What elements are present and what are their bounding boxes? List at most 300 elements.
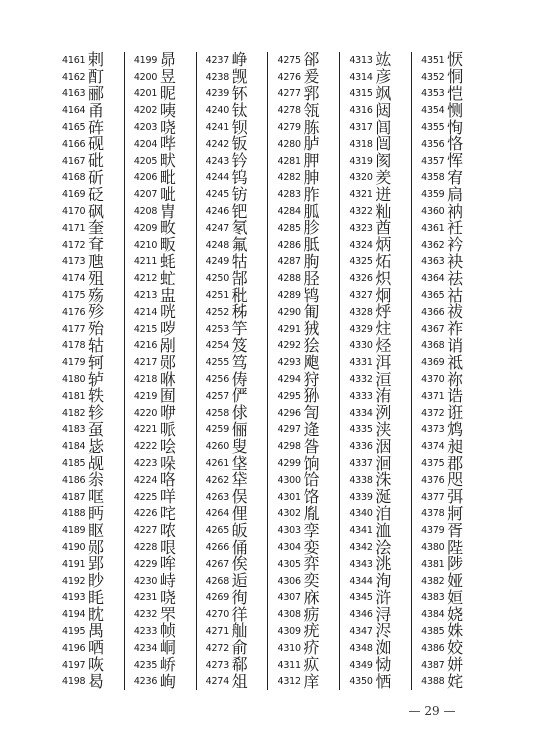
entry-character: 哓 [159, 587, 177, 607]
entry-character: 虺 [88, 251, 106, 271]
entry-number: 4220 [133, 407, 158, 419]
entry-character: 哂 [88, 638, 106, 658]
entry-number: 4174 [62, 273, 86, 285]
table-row [412, 186, 483, 203]
entry-number: 4225 [133, 491, 158, 503]
entry-number: 4352 [421, 71, 445, 83]
entry-character: 扃 [447, 184, 465, 204]
entry-number: 4276 [277, 71, 301, 83]
entry-number: 4327 [349, 290, 373, 302]
entry-number: 4339 [349, 491, 373, 503]
entry-number: 4163 [62, 88, 86, 100]
entry-character: 朐 [303, 251, 321, 271]
entry-character: 尜 [88, 470, 106, 490]
entry-character: 胄 [159, 201, 177, 221]
entry-character: 畋 [159, 218, 177, 238]
entry-number: 4247 [205, 222, 230, 234]
entry-character: 诳 [447, 403, 465, 423]
entry-character: 钫 [231, 184, 249, 204]
entry-number: 4343 [349, 558, 373, 570]
entry-character: 匍 [303, 302, 321, 322]
table-row [197, 102, 268, 119]
entry-number: 4383 [421, 592, 445, 604]
entry-character: 烀 [375, 302, 393, 322]
table-row [340, 335, 411, 355]
entry-character: 竑 [375, 50, 393, 70]
entry-number: 4333 [349, 390, 373, 402]
entry-number: 4168 [62, 172, 86, 184]
table-row [53, 186, 124, 203]
entry-number: 4340 [349, 508, 373, 520]
entry-character: 剐 [159, 335, 177, 355]
entry-character: 郜 [231, 268, 249, 288]
entry-number: 4301 [277, 491, 301, 503]
entry-number: 4192 [62, 575, 86, 587]
entry-number: 4300 [277, 474, 301, 486]
entry-character: 轱 [88, 335, 106, 355]
entry-number: 4234 [133, 642, 158, 654]
entry-character: 哕 [159, 319, 177, 339]
table-row [340, 587, 411, 607]
entry-number: 4315 [349, 88, 373, 100]
entry-number: 4176 [62, 306, 86, 318]
table-row [340, 354, 411, 371]
entry-character: 哌 [159, 419, 177, 439]
entry-character: 徇 [231, 587, 249, 607]
entry-number: 4380 [421, 542, 445, 553]
entry-number: 4198 [62, 676, 86, 688]
table-row [197, 489, 268, 506]
table-row [53, 419, 124, 439]
table-row [53, 673, 124, 690]
entry-character: 眊 [88, 587, 106, 607]
table-row [268, 657, 339, 674]
entry-number: 4241 [205, 122, 230, 134]
entry-character: 峋 [159, 671, 177, 691]
table-row [53, 405, 124, 422]
table-row [268, 522, 339, 539]
entry-number: 4372 [421, 407, 445, 419]
entry-number: 4375 [421, 458, 445, 470]
entry-number: 4167 [62, 155, 86, 167]
table-row [125, 251, 196, 271]
entry-number: 4282 [277, 172, 301, 184]
table-row [268, 335, 339, 355]
table-row [412, 83, 483, 103]
entry-number: 4246 [205, 206, 230, 218]
entry-character: 胛 [303, 151, 321, 171]
entry-character: 峙 [159, 571, 177, 591]
entry-character: 俨 [231, 386, 249, 406]
table-row [197, 251, 268, 271]
entry-character: 舢 [231, 621, 249, 641]
table-row [197, 503, 268, 523]
entry-number: 4194 [62, 609, 86, 621]
entry-number: 4255 [205, 357, 230, 369]
entry-number: 4254 [205, 340, 230, 352]
table-row [412, 489, 483, 506]
entry-number: 4237 [205, 54, 230, 66]
entry-number: 4341 [349, 525, 373, 537]
table-row [125, 438, 196, 455]
entry-character: 钯 [231, 201, 249, 221]
entry-number: 4365 [421, 290, 445, 302]
entry-number: 4284 [277, 206, 301, 218]
entry-number: 4312 [277, 676, 301, 688]
entry-number: 4387 [421, 659, 445, 671]
table-row [197, 83, 268, 103]
entry-number: 4268 [205, 575, 230, 587]
entry-number: 4363 [421, 256, 445, 268]
entry-number: 4252 [205, 306, 230, 318]
entry-character: 俟 [231, 554, 249, 574]
table-row [340, 438, 411, 455]
entry-number: 4267 [205, 558, 230, 570]
entry-number: 4291 [277, 323, 301, 335]
table-row [197, 522, 268, 539]
entry-number: 4317 [349, 122, 373, 134]
entry-character: 诰 [447, 386, 465, 406]
entry-number: 4229 [133, 558, 158, 570]
table-row [412, 102, 483, 119]
entry-number: 4216 [133, 340, 158, 352]
table-row [340, 83, 411, 103]
entry-character: 禺 [88, 621, 106, 641]
table-row [125, 503, 196, 523]
entry-number: 4329 [349, 323, 373, 335]
entry-character: 疬 [303, 604, 321, 624]
entry-character: 飑 [303, 352, 321, 372]
entry-character: 囿 [159, 386, 177, 406]
entry-character: 峤 [159, 655, 177, 675]
entry-number: 4344 [349, 575, 373, 587]
entry-character: 郛 [303, 83, 321, 103]
table-row [268, 186, 339, 203]
table-row [412, 673, 483, 690]
entry-character: 哓 [159, 117, 177, 137]
entry-character: 胂 [303, 167, 321, 187]
entry-character: 酋 [375, 218, 393, 238]
entry-number: 4377 [421, 491, 445, 503]
entry-number: 4165 [62, 122, 86, 134]
entry-character: 眇 [88, 571, 106, 591]
entry-character: 狩 [303, 369, 321, 389]
entry-number: 4306 [277, 575, 301, 587]
table-row [125, 657, 196, 674]
entry-character: 姮 [447, 587, 465, 607]
entry-number: 4253 [205, 323, 230, 335]
entry-number: 4263 [205, 491, 230, 503]
entry-number: 4232 [133, 609, 158, 621]
entry-number: 4222 [133, 441, 158, 453]
entry-character: 诮 [447, 335, 465, 355]
entry-number: 4201 [133, 88, 158, 100]
entry-character: 飒 [375, 83, 393, 103]
entry-character: 恫 [447, 67, 465, 87]
entry-number: 4203 [133, 122, 158, 134]
entry-number: 4379 [421, 525, 445, 537]
entry-character: 浍 [375, 537, 393, 557]
entry-character: 彦 [375, 67, 393, 87]
entry-character: 狯 [303, 335, 321, 355]
entry-character: 饸 [303, 470, 321, 490]
entry-number: 4297 [277, 424, 301, 436]
table-row [125, 673, 196, 690]
entry-number: 4337 [349, 458, 373, 470]
entry-number: 4334 [349, 407, 373, 419]
entry-number: 4355 [421, 122, 445, 134]
entry-number: 4240 [205, 105, 230, 117]
entry-character: 瓴 [303, 100, 321, 120]
entry-character: 饷 [303, 453, 321, 473]
entry-number: 4183 [62, 424, 86, 436]
table-row [125, 102, 196, 119]
entry-number: 4373 [421, 424, 445, 436]
table-row [268, 83, 339, 103]
entry-character: 迸 [375, 184, 393, 204]
entry-character: 殄 [88, 302, 106, 322]
table-row [412, 522, 483, 539]
table-column [53, 52, 124, 690]
entry-character: 轶 [88, 386, 106, 406]
entry-character: 闼 [375, 100, 393, 120]
entry-number: 4360 [421, 206, 445, 218]
entry-character: 洙 [375, 470, 393, 490]
entry-character: 牮 [231, 470, 249, 490]
entry-character: 烃 [375, 335, 393, 355]
entry-character: 洄 [375, 453, 393, 473]
entry-character: 笃 [231, 352, 249, 372]
entry-character: 洧 [375, 386, 393, 406]
entry-number: 4207 [133, 189, 158, 201]
table-row [125, 419, 196, 439]
entry-character: 疭 [303, 655, 321, 675]
entry-number: 4280 [277, 138, 301, 150]
entry-number: 4298 [277, 441, 301, 453]
table-column [124, 52, 196, 690]
entry-character: 钨 [231, 167, 249, 187]
entry-number: 4370 [421, 374, 445, 386]
entry-character: 俎 [231, 671, 249, 691]
entry-number: 4310 [277, 642, 301, 654]
table-row [268, 419, 339, 439]
entry-number: 4376 [421, 474, 445, 486]
entry-character: 洮 [375, 554, 393, 574]
entry-number: 4231 [133, 592, 158, 604]
entry-character: 浃 [375, 419, 393, 439]
entry-character: 咿 [159, 403, 177, 423]
table-row [125, 270, 196, 287]
entry-number: 4295 [277, 390, 301, 402]
entry-number: 4361 [421, 222, 445, 234]
entry-character: 胍 [303, 201, 321, 221]
entry-number: 4274 [205, 676, 230, 688]
table-row [268, 270, 339, 287]
table-row [340, 167, 411, 187]
table-row [268, 573, 339, 590]
entry-character: 宥 [447, 167, 465, 187]
entry-number: 4208 [133, 206, 158, 218]
table-row [125, 405, 196, 422]
entry-character: 牁 [447, 503, 465, 523]
entry-number: 4277 [277, 88, 301, 100]
entry-character: 胗 [303, 218, 321, 238]
entry-character: 闾 [375, 117, 393, 137]
entry-number: 4260 [205, 441, 230, 453]
table-row [340, 673, 411, 690]
entry-number: 4278 [277, 105, 301, 117]
table-row [53, 251, 124, 271]
table-row [268, 438, 339, 455]
entry-number: 4307 [277, 592, 301, 604]
entry-number: 4235 [133, 659, 158, 671]
entry-number: 4324 [349, 239, 373, 251]
entry-number: 4288 [277, 273, 301, 285]
entry-number: 4217 [133, 357, 158, 369]
table-row [197, 354, 268, 371]
entry-number: 4175 [62, 290, 86, 302]
entry-number: 4219 [133, 390, 158, 402]
entry-number: 4349 [349, 659, 373, 671]
entry-character: 牯 [231, 251, 249, 271]
entry-number: 4305 [277, 558, 301, 570]
entry-character: 昱 [159, 67, 177, 87]
entry-character: 氡 [231, 218, 249, 238]
entry-character: 咩 [159, 487, 177, 507]
table-row [412, 354, 483, 371]
table-row [53, 270, 124, 287]
entry-character: 郧 [159, 352, 177, 372]
entry-character: 狨 [303, 319, 321, 339]
entry-number: 4269 [205, 592, 230, 604]
entry-number: 4256 [205, 374, 230, 386]
entry-character: 恓 [375, 671, 393, 691]
entry-number: 4285 [277, 222, 301, 234]
entry-number: 4230 [133, 575, 158, 587]
entry-character: 浔 [375, 604, 393, 624]
entry-number: 4347 [349, 625, 373, 637]
table-row [53, 503, 124, 523]
table-column [339, 52, 411, 690]
table-row [412, 335, 483, 355]
entry-number: 4326 [349, 273, 373, 285]
entry-character: 洇 [375, 436, 393, 456]
entry-character: 洱 [375, 352, 393, 372]
entry-character: 郗 [231, 655, 249, 675]
entry-character: 郧 [88, 537, 106, 557]
page-number: — 29 — [408, 704, 456, 718]
table-row [340, 405, 411, 422]
entry-number: 4242 [205, 138, 230, 150]
entry-number: 4182 [62, 407, 86, 419]
entry-number: 4319 [349, 155, 373, 167]
entry-character: 恽 [447, 151, 465, 171]
entry-number: 4345 [349, 592, 373, 604]
entry-number: 4179 [62, 357, 86, 369]
entry-character: 砚 [88, 134, 106, 154]
entry-character: 疥 [303, 638, 321, 658]
entry-character: 衿 [447, 235, 465, 255]
table-row [53, 102, 124, 119]
table-row [125, 587, 196, 607]
entry-number: 4302 [277, 508, 301, 520]
entry-character: 炽 [375, 268, 393, 288]
entry-character: 砜 [88, 201, 106, 221]
entry-character: 俞 [231, 638, 249, 658]
table-row [197, 573, 268, 590]
entry-number: 4294 [277, 374, 301, 386]
entry-character: 郦 [88, 83, 106, 103]
entry-number: 4184 [62, 441, 86, 453]
entry-character: 秕 [231, 285, 249, 305]
table-row [340, 270, 411, 287]
entry-character: 殇 [88, 285, 106, 305]
entry-number: 4195 [62, 625, 86, 637]
entry-character: 恸 [375, 655, 393, 675]
table-row [125, 522, 196, 539]
entry-number: 4354 [421, 105, 445, 117]
table-column [196, 52, 268, 690]
table-row [197, 270, 268, 287]
table-row [268, 405, 339, 422]
entry-character: 炯 [375, 285, 393, 305]
entry-character: 哞 [159, 554, 177, 574]
entry-number: 4211 [133, 256, 158, 268]
entry-character: 蚝 [159, 251, 177, 271]
entry-character: 哚 [159, 453, 177, 473]
entry-number: 4367 [421, 323, 445, 335]
table-row [340, 657, 411, 674]
table-row [53, 587, 124, 607]
entry-character: 恻 [447, 100, 465, 120]
entry-character: 叟 [231, 436, 249, 456]
entry-number: 4366 [421, 306, 445, 318]
entry-number: 4212 [133, 273, 158, 285]
entry-character: 逄 [303, 419, 321, 439]
table-row [340, 186, 411, 203]
entry-number: 4193 [62, 592, 86, 604]
entry-number: 4382 [421, 575, 445, 587]
entry-number: 4214 [133, 306, 158, 318]
table-row [125, 354, 196, 371]
table-row [412, 587, 483, 607]
entry-character: 眈 [88, 604, 106, 624]
entry-character: 昵 [159, 83, 177, 103]
entry-character: 洳 [375, 638, 393, 658]
table-row [53, 657, 124, 674]
entry-number: 4178 [62, 340, 86, 352]
entry-number: 4378 [421, 508, 445, 520]
entry-number: 4162 [62, 71, 86, 83]
entry-character: 甬 [88, 100, 106, 120]
entry-number: 4292 [277, 340, 301, 352]
entry-number: 4368 [421, 340, 445, 352]
entry-number: 4200 [133, 71, 158, 83]
entry-number: 4228 [133, 542, 158, 553]
entry-number: 4314 [349, 71, 373, 83]
entry-number: 4215 [133, 323, 158, 335]
entry-character: 狲 [303, 386, 321, 406]
entry-number: 4199 [133, 54, 158, 66]
entry-character: 觊 [231, 67, 249, 87]
entry-number: 4187 [62, 491, 86, 503]
entry-character: 祢 [447, 369, 465, 389]
entry-number: 4171 [62, 222, 86, 234]
entry-number: 4336 [349, 441, 373, 453]
entry-character: 訇 [303, 403, 321, 423]
entry-character: 庥 [303, 587, 321, 607]
table-row [412, 405, 483, 422]
